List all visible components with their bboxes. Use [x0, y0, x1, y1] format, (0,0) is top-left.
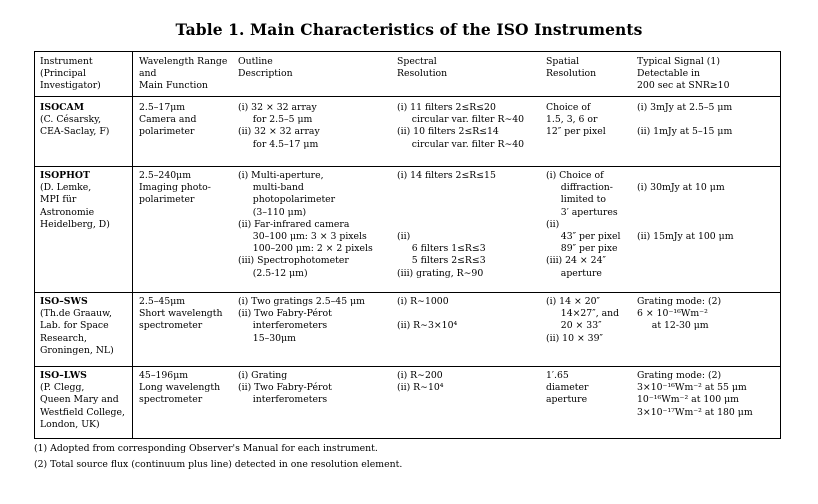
cell-line — [397, 182, 496, 194]
cell-line: interferometers — [238, 394, 328, 406]
cell-line: 2.5–240μm — [139, 170, 192, 181]
cell-line: (i) Two gratings 2.5–45 μm — [238, 296, 365, 307]
cell-line: Imaging photo- — [139, 182, 211, 194]
cell-line: London, UK) — [40, 418, 100, 430]
cell-line: (ii) 15mJy at 100 μm — [637, 230, 734, 242]
cell-line: for 2.5–5 μm — [238, 114, 313, 126]
cell-line: multi-band — [238, 182, 304, 194]
cell-line: and — [139, 68, 157, 80]
cell-spatial — [546, 370, 588, 407]
cell-line: (P. Clegg, — [40, 382, 85, 394]
cell-line: (Principal — [40, 68, 86, 80]
cell-signal — [637, 370, 753, 419]
cell-spatial — [546, 102, 606, 139]
cell-line — [637, 114, 732, 126]
cell-line: (ii) 10 × 39″ — [546, 332, 603, 344]
cell-line: 10⁻¹⁶Wm⁻² at 100 μm — [637, 394, 739, 406]
cell-line: Detectable in — [637, 68, 701, 80]
cell-line: Grating mode: (2) — [637, 370, 722, 381]
cell-line — [397, 207, 496, 219]
cell-line: ISO–LWS — [40, 370, 87, 381]
cell-line: Spatial — [546, 56, 580, 67]
cell-instrument — [40, 296, 114, 357]
cell-wavelength — [139, 296, 222, 333]
cell-outline — [238, 370, 332, 407]
cell-line: 3′ apertures — [546, 206, 618, 218]
cell-line: 100–200 μm: 2 × 2 pixels — [238, 243, 373, 255]
instruments-table — [34, 51, 781, 439]
cell-line: (i) Choice of — [546, 170, 604, 181]
header-outline — [238, 56, 293, 80]
row-divider — [35, 166, 780, 167]
column-divider — [132, 52, 133, 438]
cell-line: Westfield College, — [40, 406, 125, 418]
cell-line: Short wavelength — [139, 308, 223, 320]
cell-line: CEA-Saclay, F) — [40, 126, 110, 138]
cell-line: (ii) Two Fabry-Pérot — [238, 308, 332, 320]
cell-line: diameter — [546, 382, 589, 394]
cell-line: Outline — [238, 56, 273, 67]
cell-line — [397, 194, 496, 206]
cell-outline — [238, 170, 373, 280]
cell-line: 2.5–17μm — [139, 102, 186, 113]
cell-line: circular var. filter R∼40 — [397, 138, 525, 150]
cell-line: (3–110 μm) — [238, 206, 307, 218]
cell-line: (i) 30mJy at 10 μm — [637, 182, 725, 194]
cell-line: Research, — [40, 332, 87, 344]
cell-line: interferometers — [238, 320, 328, 332]
cell-line: photopolarimeter — [238, 194, 336, 206]
cell-line — [397, 308, 457, 320]
cell-line: 5 filters 2≤R≤3 — [397, 255, 486, 267]
header-wavelength — [139, 56, 227, 93]
header-instrument — [40, 56, 101, 93]
cell-line: (ii) Far-infrared camera — [238, 218, 350, 230]
cell-line: Resolution — [397, 68, 448, 80]
cell-line: 30–100 μm: 3 × 3 pixels — [238, 230, 367, 242]
cell-line: polarimeter — [139, 194, 195, 206]
cell-line: at 12-30 μm — [637, 320, 709, 332]
header-divider — [35, 96, 780, 97]
cell-line: 43″ per pixel — [546, 230, 621, 242]
cell-signal — [637, 170, 734, 243]
cell-line: Queen Mary and — [40, 394, 119, 406]
row-divider — [35, 292, 780, 293]
cell-line: (ii) R∼10⁴ — [397, 382, 444, 394]
cell-line: (ii) 10 filters 2≤R≤14 — [397, 126, 499, 138]
cell-line: (ii) 1mJy at 5–15 μm — [637, 126, 733, 138]
cell-spectral — [397, 370, 444, 394]
cell-line: (C. Césarsky, — [40, 114, 102, 126]
cell-signal — [637, 102, 732, 139]
cell-line: 20 × 33″ — [546, 320, 602, 332]
cell-line: Instrument — [40, 56, 93, 67]
cell-line: (i) 11 filters 2≤R≤20 — [397, 102, 496, 113]
cell-line — [397, 219, 496, 231]
cell-line: Camera and — [139, 114, 197, 126]
cell-line: Long wavelength — [139, 382, 221, 394]
cell-line: Description — [238, 68, 293, 80]
cell-line: Typical Signal (1) — [637, 56, 720, 67]
cell-spatial — [546, 170, 621, 280]
cell-line: (ii) Two Fabry-Pérot — [238, 382, 332, 394]
cell-line: 1.5, 3, 6 or — [546, 114, 598, 126]
cell-wavelength — [139, 102, 196, 139]
cell-line: 45–196μm — [139, 370, 189, 381]
cell-line: (i) 32 × 32 array — [238, 102, 317, 113]
cell-line: aperture — [546, 394, 588, 406]
cell-spectral — [397, 102, 524, 151]
cell-line: (iii) Spectrophotometer — [238, 255, 349, 267]
cell-line: Main Function — [139, 80, 208, 92]
cell-line — [637, 194, 734, 206]
cell-line: limited to — [546, 194, 606, 206]
cell-instrument — [40, 102, 109, 139]
cell-line: for 4.5–17 μm — [238, 138, 319, 150]
cell-line: 2.5–45μm — [139, 296, 186, 307]
cell-line: 1′.65 — [546, 370, 569, 381]
cell-line: Heidelberg, D) — [40, 218, 110, 230]
cell-line: (iii) 24 × 24″ — [546, 255, 606, 267]
cell-line: (Th.de Graauw, — [40, 308, 112, 320]
cell-outline — [238, 102, 320, 151]
cell-line — [637, 207, 734, 219]
header-signal — [637, 56, 730, 93]
cell-line — [637, 170, 734, 182]
cell-line: (ii) — [397, 230, 411, 242]
cell-line: (i) 3mJy at 2.5–5 μm — [637, 102, 733, 113]
header-spatial — [546, 56, 596, 80]
cell-line: Groningen, NL) — [40, 344, 114, 356]
cell-line: (i) Multi-aperture, — [238, 170, 324, 181]
cell-line: 3×10⁻¹⁶Wm⁻² at 55 μm — [637, 382, 747, 394]
cell-line: polarimeter — [139, 126, 195, 138]
cell-line: Spectral — [397, 56, 437, 67]
cell-line: (ii) — [546, 218, 560, 230]
cell-line — [637, 219, 734, 231]
cell-line: (i) Grating — [238, 370, 288, 381]
cell-line: (2.5-12 μm) — [238, 267, 308, 279]
table-title: Table 1. Main Characteristics of the ISO Instruments — [175, 20, 643, 39]
cell-line: (ii) R∼3×10⁴ — [397, 320, 458, 332]
cell-line: diffraction- — [546, 182, 613, 194]
footnote-2: (2) Total source flux (continuum plus line) detected in one resolution element. — [34, 459, 403, 470]
row-divider — [35, 366, 780, 367]
cell-instrument — [40, 370, 125, 431]
cell-line: (D. Lemke, — [40, 182, 92, 194]
cell-line: 12″ per pixel — [546, 126, 606, 138]
cell-line: Lab. for Space — [40, 320, 109, 332]
cell-line: Wavelength Range — [139, 56, 228, 67]
cell-line: (iii) grating, R∼90 — [397, 267, 484, 279]
cell-wavelength — [139, 370, 220, 407]
cell-line: 6 filters 1≤R≤3 — [397, 243, 486, 255]
footnote-1: (1) Adopted from corresponding Observer's Manual for each instrument. — [34, 443, 378, 454]
cell-line: spectrometer — [139, 320, 203, 332]
cell-line: Choice of — [546, 102, 591, 113]
cell-line: 200 sec at SNR≥10 — [637, 80, 730, 92]
cell-line: 89″ per pixe — [546, 243, 618, 255]
cell-line: Resolution — [546, 68, 597, 80]
cell-line: aperture — [546, 267, 602, 279]
cell-spectral — [397, 296, 457, 333]
cell-line: ISO–SWS — [40, 296, 88, 307]
cell-line: MPI für — [40, 194, 77, 206]
cell-spatial — [546, 296, 619, 345]
cell-line: 6 × 10⁻¹⁶Wm⁻² — [637, 308, 708, 320]
cell-line: (i) R∼200 — [397, 370, 443, 381]
cell-line: (i) R∼1000 — [397, 296, 449, 307]
cell-line: spectrometer — [139, 394, 203, 406]
cell-line: Astronomie — [40, 206, 95, 218]
cell-line: Grating mode: (2) — [637, 296, 722, 307]
cell-line: circular var. filter R∼40 — [397, 114, 525, 126]
cell-line: 14×27″, and — [546, 308, 620, 320]
cell-line: (i) 14 × 20″ — [546, 296, 601, 307]
cell-spectral — [397, 170, 496, 280]
cell-outline — [238, 296, 365, 345]
cell-line: 3×10⁻¹⁷Wm⁻² at 180 μm — [637, 406, 753, 418]
cell-line: 15–30μm — [238, 332, 296, 344]
cell-line: ISOPHOT — [40, 170, 90, 181]
cell-line: Investigator) — [40, 80, 101, 92]
cell-line: ISOCAM — [40, 102, 85, 113]
cell-line: (ii) 32 × 32 array — [238, 126, 320, 138]
cell-signal — [637, 296, 721, 333]
cell-instrument — [40, 170, 110, 231]
header-spectral — [397, 56, 447, 80]
cell-line: (i) 14 filters 2≤R≤15 — [397, 170, 496, 181]
cell-wavelength — [139, 170, 211, 207]
